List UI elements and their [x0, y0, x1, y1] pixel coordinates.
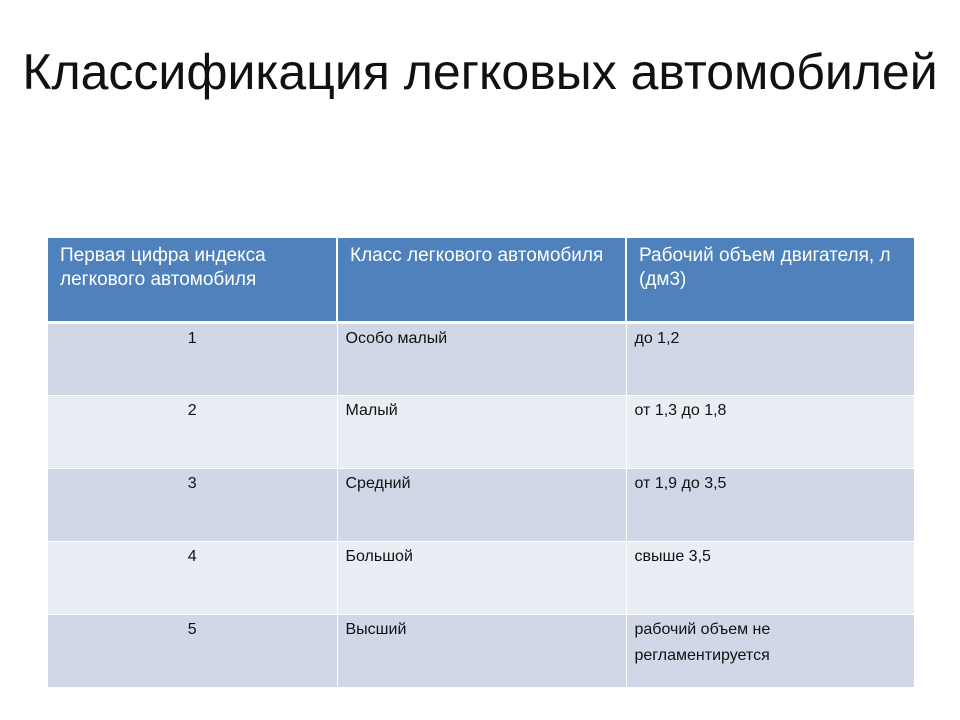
classification-table — [48, 238, 914, 688]
cell-index-digit: 4 — [48, 541, 337, 614]
table-row — [48, 468, 914, 541]
cell-engine-volume: рабочий объем не регламентируется — [626, 614, 914, 687]
table-row — [48, 322, 914, 395]
cell-engine-volume: свыше 3,5 — [626, 541, 914, 614]
cell-car-class: Особо малый — [337, 322, 626, 395]
table-header-row — [48, 238, 914, 322]
cell-car-class: Средний — [337, 468, 626, 541]
header-engine-volume: Рабочий объем двигателя, л (дм3) — [626, 238, 914, 322]
cell-car-class: Малый — [337, 395, 626, 468]
cell-engine-volume: от 1,9 до 3,5 — [626, 468, 914, 541]
table-row — [48, 614, 914, 687]
cell-engine-volume: до 1,2 — [626, 322, 914, 395]
cell-car-class: Большой — [337, 541, 626, 614]
table-row — [48, 541, 914, 614]
header-index-digit: Первая цифра индекса легкового автомобиля — [48, 238, 337, 322]
cell-index-digit: 3 — [48, 468, 337, 541]
table-row — [48, 395, 914, 468]
header-car-class: Класс легкового автомобиля — [337, 238, 626, 322]
classification-table-container — [48, 238, 914, 688]
cell-index-digit: 2 — [48, 395, 337, 468]
cell-index-digit: 1 — [48, 322, 337, 395]
slide-title: Классификация легковых автомобилей — [22, 44, 938, 100]
cell-car-class: Высший — [337, 614, 626, 687]
cell-engine-volume: от 1,3 до 1,8 — [626, 395, 914, 468]
cell-index-digit: 5 — [48, 614, 337, 687]
